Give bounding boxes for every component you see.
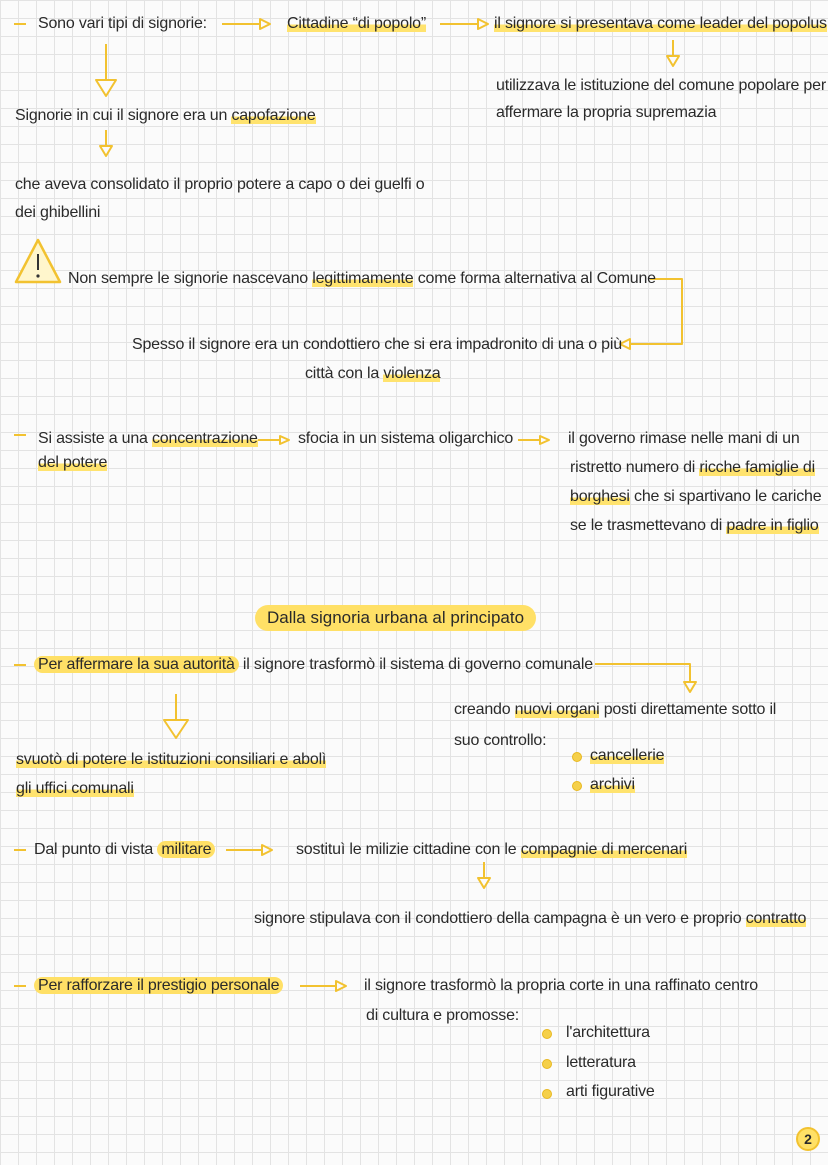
corte-line-2: di cultura e promosse: [366, 1007, 520, 1024]
prestigio-text: Per rafforzare il prestigio personale [34, 971, 283, 1001]
bullet-icon [572, 752, 582, 762]
del-potere-text: del potere [38, 454, 108, 471]
nuovi-organi-line-2: suo controllo: [454, 732, 547, 749]
arrow-bracket-icon [595, 664, 696, 692]
arrow-down-icon [96, 44, 116, 96]
leader-popolus-text: il signore si presentava come leader del popolus [494, 15, 827, 32]
dash-bullet-icon [14, 985, 26, 987]
dash-bullet-icon [14, 849, 26, 851]
arrow-down-icon [667, 40, 679, 66]
governo-line-2: ristretto numero di ricche famiglie di [570, 459, 815, 476]
contratto-text: signore stipulava con il condottiero della campagna è un vero e proprio contratto [254, 910, 807, 927]
dash-bullet-icon [14, 664, 26, 666]
warning-icon [16, 240, 60, 282]
bullet-icon [542, 1029, 552, 1039]
svuoto-line-2: gli uffici comunali [16, 780, 134, 797]
condottiero-line-1: Spesso il signore era un condottiero che si era impadronito di una o più [132, 336, 622, 353]
governo-line-4: se le trasmettevano di padre in figlio [570, 517, 819, 534]
section-title: Dalla signoria urbana al principato [255, 605, 536, 631]
list-item: l'architettura [566, 1024, 650, 1041]
popolo-line-2: affermare la propria supremazia [496, 104, 717, 121]
arrow-right-icon [258, 436, 289, 444]
militare-text: Dal punto di vista militare [34, 835, 215, 865]
dash-bullet-icon [14, 434, 26, 436]
signorie-types-label: Sono vari tipi di signorie: [38, 15, 207, 32]
arrow-down-icon [164, 694, 188, 738]
arrow-right-icon [300, 981, 346, 991]
governo-line-1: il governo rimase nelle mani di un [568, 430, 800, 447]
bullet-icon [542, 1089, 552, 1099]
bullet-icon [572, 781, 582, 791]
arrow-right-icon [226, 845, 272, 855]
governo-line-3: borghesi che si spartivano le cariche [570, 488, 822, 505]
dash-bullet-icon [14, 23, 26, 25]
concentrazione-text: Si assiste a una concentrazione [38, 430, 258, 447]
arrow-right-icon [440, 19, 488, 29]
corte-line-1: il signore trasformò la propria corte in una raffinato centro [364, 977, 758, 994]
arrow-right-icon [518, 436, 549, 444]
autorita-text: Per affermare la sua autorità il signore trasformò il sistema di governo comunale [34, 650, 593, 680]
oligarchico-text: sfocia in un sistema oligarchico [298, 430, 514, 447]
list-item: archivi [590, 776, 635, 793]
bullet-icon [542, 1059, 552, 1069]
svuoto-line-1: svuotò di potere le istituzioni consiliari e abolì [16, 751, 327, 768]
list-item: letteratura [566, 1054, 636, 1071]
mercenari-text: sostituì le milizie cittadine con le compagnie di mercenari [296, 841, 688, 858]
arrow-down-icon [478, 862, 490, 888]
list-item: arti figurative [566, 1083, 655, 1100]
condottiero-line-2: città con la violenza [305, 365, 441, 382]
popolo-line-1: utilizzava le istituzione del comune popolare per [496, 77, 826, 94]
list-item: cancellerie [590, 747, 665, 764]
cittadine-popolo-label: Cittadine “di popolo” [287, 15, 426, 32]
nuovi-organi-line-1: creando nuovi organi posti direttamente sotto il [454, 701, 777, 718]
warning-text: Non sempre le signorie nascevano legittimamente come forma alternativa al Comune [68, 270, 656, 287]
arrow-down-icon [100, 130, 112, 156]
page-number: 2 [796, 1127, 820, 1151]
guelfi-line-1: che aveva consolidato il proprio potere a capo o dei guelfi o [15, 176, 425, 193]
arrow-right-icon [222, 19, 270, 29]
guelfi-line-2: dei ghibellini [15, 204, 101, 221]
capofazione-text: Signorie in cui il signore era un capofazione [15, 107, 316, 124]
